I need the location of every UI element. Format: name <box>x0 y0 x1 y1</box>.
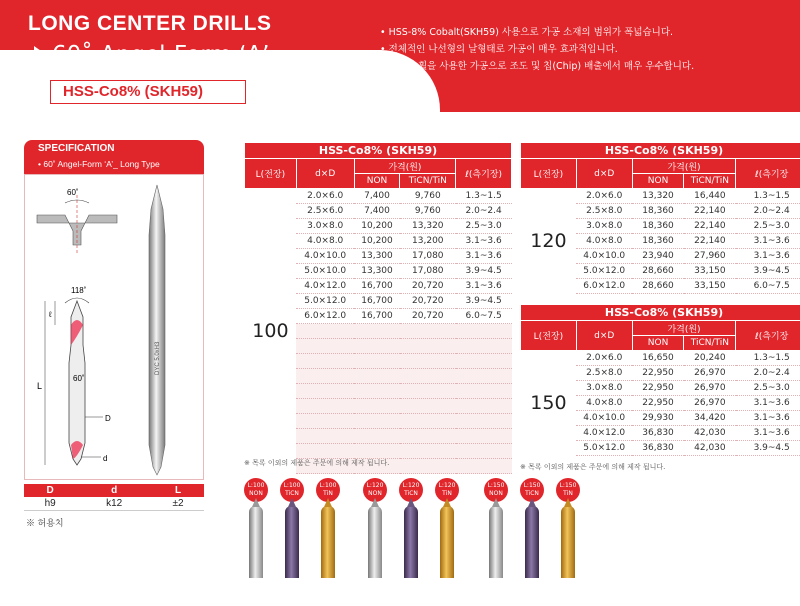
non-price-cell: 16,700 <box>354 279 400 294</box>
price-table-l100 <box>244 142 512 474</box>
ticn-price-cell: 16,440 <box>684 189 736 204</box>
empty-cell <box>296 414 354 429</box>
empty-cell <box>456 324 512 339</box>
non-price-cell: 28,660 <box>632 264 684 279</box>
length-value: 150 <box>530 392 567 415</box>
drill-bit-image <box>525 506 539 578</box>
ticn-price-cell: 34,420 <box>684 411 736 426</box>
tolerance-note: ※ 허용치 <box>26 518 64 528</box>
non-price-cell: 16,700 <box>354 309 400 324</box>
edge-length-cell: 2.5~3.0 <box>456 219 512 234</box>
empty-cell <box>296 354 354 369</box>
ticn-price-cell: 20,240 <box>684 351 736 366</box>
edge-length-cell: 3.1~3.6 <box>736 249 800 264</box>
ticn-price-cell: 33,150 <box>684 264 736 279</box>
edge-length-cell: 3.9~4.5 <box>456 264 512 279</box>
angle-mid-label: 60˚ <box>73 374 85 383</box>
dxd-cell: 2.5×6.0 <box>296 204 354 219</box>
badge-length: L:150 <box>523 482 541 489</box>
edge-length-cell: 3.1~3.6 <box>736 396 800 411</box>
dxd-cell: 3.0×8.0 <box>576 381 632 396</box>
page-title: LONG CENTER DRILLS <box>28 12 272 35</box>
drill-bit-image <box>368 506 382 578</box>
dim-length-label: L <box>37 381 43 391</box>
col-length: L(전장) <box>521 159 577 189</box>
ticn-price-cell: 26,970 <box>684 366 736 381</box>
edge-length-cell: 2.0~2.4 <box>736 366 800 381</box>
empty-cell <box>354 384 400 399</box>
empty-cell <box>354 414 400 429</box>
tol-header-D: D <box>24 484 76 497</box>
empty-cell <box>400 459 456 474</box>
edge-length-cell: 3.9~4.5 <box>456 294 512 309</box>
empty-cell <box>400 444 456 459</box>
non-price-cell: 13,320 <box>632 189 684 204</box>
feature-list <box>380 24 694 75</box>
subtitle-text: 60˚ Angel-Form ‘A’ <box>52 42 270 68</box>
empty-cell <box>456 414 512 429</box>
non-price-cell: 36,830 <box>632 426 684 441</box>
ticn-price-cell: 9,760 <box>400 189 456 204</box>
empty-cell <box>456 399 512 414</box>
col-price: 가격(원) <box>354 159 456 174</box>
empty-cell <box>354 324 400 339</box>
empty-cell <box>456 429 512 444</box>
badge-length: L:120 <box>438 482 456 489</box>
non-price-cell: 28,660 <box>632 279 684 294</box>
drill-bit-image <box>561 506 575 578</box>
badge-coating: TiN <box>563 490 573 497</box>
feature-item: • 전체적인 나선형의 날형태로 가공이 매우 효과적입니다. <box>380 41 694 58</box>
non-price-cell: 22,950 <box>632 381 684 396</box>
ticn-price-cell: 17,080 <box>400 249 456 264</box>
badge-coating: TiN <box>323 490 333 497</box>
dxd-cell: 2.0×6.0 <box>576 351 632 366</box>
edge-length-cell: 2.5~3.0 <box>736 219 800 234</box>
ticn-price-cell: 42,030 <box>684 426 736 441</box>
non-price-cell: 10,200 <box>354 219 400 234</box>
badge-length: L:120 <box>366 482 384 489</box>
empty-cell <box>354 339 400 354</box>
ticn-price-cell: 20,720 <box>400 279 456 294</box>
empty-cell <box>400 339 456 354</box>
edge-length-cell: 3.1~3.6 <box>736 426 800 441</box>
ticn-price-cell: 13,200 <box>400 234 456 249</box>
specification-label: SPECIFICATION <box>38 143 115 154</box>
ticn-price-cell: 13,320 <box>400 219 456 234</box>
empty-cell <box>354 444 400 459</box>
dxd-cell: 4.0×8.0 <box>576 396 632 411</box>
empty-cell <box>456 354 512 369</box>
col-ticn: TiCN/TiN <box>684 336 736 351</box>
badge-coating: TiCN <box>285 490 299 497</box>
edge-length-cell: 2.5~3.0 <box>736 381 800 396</box>
ticn-price-cell: 9,760 <box>400 204 456 219</box>
edge-length-cell: 3.1~3.6 <box>456 279 512 294</box>
non-price-cell: 10,200 <box>354 234 400 249</box>
badge-length: L:100 <box>319 482 337 489</box>
order-note-left: ※ 목록 이외의 제품은 주문에 의해 제작 됩니다. <box>244 459 390 467</box>
ticn-price-cell: 27,960 <box>684 249 736 264</box>
empty-cell <box>400 414 456 429</box>
table-caption: HSS-Co8% (SKH59) <box>521 305 800 321</box>
edge-length-cell: 1.3~1.5 <box>736 351 800 366</box>
edge-length-cell: 3.1~3.6 <box>456 249 512 264</box>
empty-cell <box>400 384 456 399</box>
ticn-price-cell: 26,970 <box>684 381 736 396</box>
empty-cell <box>296 324 354 339</box>
empty-cell <box>296 429 354 444</box>
badge-length: L:150 <box>559 482 577 489</box>
table-row <box>245 189 512 204</box>
badge-length: L:100 <box>283 482 301 489</box>
dim-pilot-dia-label: d <box>103 454 108 463</box>
length-value: 120 <box>530 230 567 253</box>
non-price-cell: 7,400 <box>354 189 400 204</box>
empty-cell <box>456 384 512 399</box>
page-subtitle <box>34 42 269 68</box>
empty-cell <box>456 339 512 354</box>
dxd-cell: 4.0×10.0 <box>296 249 354 264</box>
dxd-cell: 4.0×10.0 <box>576 411 632 426</box>
non-price-cell: 16,650 <box>632 351 684 366</box>
drill-bit-image <box>249 506 263 578</box>
drill-bit-image <box>440 506 454 578</box>
empty-cell <box>354 369 400 384</box>
empty-cell <box>456 369 512 384</box>
col-dxd: d×D <box>576 321 632 351</box>
dxd-cell: 5.0×12.0 <box>296 294 354 309</box>
edge-length-cell: 3.1~3.6 <box>456 234 512 249</box>
col-price: 가격(원) <box>632 159 736 174</box>
empty-cell <box>400 354 456 369</box>
specification-diagram <box>24 174 204 480</box>
dxd-cell: 4.0×12.0 <box>296 279 354 294</box>
badge-coating: NON <box>368 490 382 497</box>
edge-length-cell: 6.0~7.5 <box>456 309 512 324</box>
ticn-price-cell: 20,720 <box>400 294 456 309</box>
empty-cell <box>400 324 456 339</box>
price-table-l150 <box>520 304 800 456</box>
center-hole-section <box>37 188 117 255</box>
drill-bit-image <box>489 506 503 578</box>
edge-length-cell: 3.9~4.5 <box>736 441 800 456</box>
price-table-l120 <box>520 142 800 294</box>
table-caption: HSS-Co8% (SKH59) <box>245 143 512 159</box>
tol-value-L: ±2 <box>152 497 204 510</box>
table-row <box>521 351 800 366</box>
non-price-cell: 22,950 <box>632 396 684 411</box>
empty-cell <box>400 399 456 414</box>
specification-type: • 60˚ Angel-Form ‘A’_ Long Type <box>38 159 160 169</box>
dxd-cell: 5.0×12.0 <box>576 441 632 456</box>
length-value: 100 <box>252 320 289 343</box>
dxd-cell: 5.0×10.0 <box>296 264 354 279</box>
tolerance-table <box>24 484 204 511</box>
non-price-cell: 13,300 <box>354 264 400 279</box>
drill-diagram <box>25 175 203 479</box>
ticn-price-cell: 22,140 <box>684 234 736 249</box>
table-caption: HSS-Co8% (SKH59) <box>521 143 800 159</box>
col-ticn: TiCN/TiN <box>684 174 736 189</box>
col-non: NON <box>632 336 684 351</box>
edge-length-cell: 2.0~2.4 <box>736 204 800 219</box>
non-price-cell: 16,700 <box>354 294 400 309</box>
col-dxd: d×D <box>296 159 354 189</box>
arrow-right-icon <box>34 46 44 60</box>
empty-cell <box>296 339 354 354</box>
drill-profile <box>37 286 111 465</box>
edge-length-cell: 6.0~7.5 <box>736 279 800 294</box>
empty-cell <box>354 399 400 414</box>
badge-coating: NON <box>489 490 503 497</box>
badge-length: L:120 <box>402 482 420 489</box>
col-edge: ℓ(측기장 <box>736 321 800 351</box>
badge-length: L:100 <box>247 482 265 489</box>
ticn-price-cell: 22,140 <box>684 204 736 219</box>
material-label: HSS-Co8% (SKH59) <box>50 80 246 104</box>
badge-coating: TiCN <box>404 490 418 497</box>
non-price-cell: 7,400 <box>354 204 400 219</box>
non-price-cell: 29,930 <box>632 411 684 426</box>
ticn-price-cell: 42,030 <box>684 441 736 456</box>
angle-top-label: 60˚ <box>67 188 79 197</box>
edge-length-cell: 1.3~1.5 <box>456 189 512 204</box>
non-price-cell: 36,830 <box>632 441 684 456</box>
empty-cell <box>400 429 456 444</box>
ticn-price-cell: 20,720 <box>400 309 456 324</box>
empty-cell <box>456 444 512 459</box>
dxd-cell: 6.0×12.0 <box>296 309 354 324</box>
col-length: L(전장) <box>521 321 577 351</box>
edge-length-cell: 3.1~3.6 <box>736 411 800 426</box>
dxd-cell: 2.0×6.0 <box>576 189 632 204</box>
drill-bit-image <box>321 506 335 578</box>
dxd-cell: 4.0×12.0 <box>576 426 632 441</box>
dxd-cell: 5.0×12.0 <box>576 264 632 279</box>
ticn-price-cell: 17,080 <box>400 264 456 279</box>
dxd-cell: 4.0×8.0 <box>296 234 354 249</box>
empty-cell <box>296 399 354 414</box>
dxd-cell: 3.0×8.0 <box>576 219 632 234</box>
col-edge: ℓ(측기장 <box>736 159 800 189</box>
feature-item: • C.B.N 휠을 사용한 가공으로 조도 및 칩(Chip) 배출에서 매우 우수합니다. <box>380 58 694 75</box>
tol-header-d: d <box>76 484 152 497</box>
empty-cell <box>400 369 456 384</box>
non-price-cell: 18,360 <box>632 234 684 249</box>
badge-coating: NON <box>249 490 263 497</box>
empty-cell <box>354 429 400 444</box>
drill-bit-image <box>404 506 418 578</box>
badge-length: L:150 <box>487 482 505 489</box>
dxd-cell: 6.0×12.0 <box>576 279 632 294</box>
non-price-cell: 18,360 <box>632 204 684 219</box>
ticn-price-cell: 22,140 <box>684 219 736 234</box>
edge-length-cell: 3.9~4.5 <box>736 264 800 279</box>
tol-value-d: k12 <box>76 497 152 510</box>
dim-body-dia-label: D <box>105 414 111 423</box>
col-dxd: d×D <box>576 159 632 189</box>
dxd-cell: 2.5×8.0 <box>576 366 632 381</box>
dxd-cell: 4.0×10.0 <box>576 249 632 264</box>
feature-item: • HSS-8% Cobalt(SKH59) 사용으로 가공 소재의 범위가 폭넓습니다. <box>380 24 694 41</box>
angle-tip-label: 118˚ <box>71 286 87 295</box>
empty-cell <box>296 369 354 384</box>
non-price-cell: 18,360 <box>632 219 684 234</box>
dxd-cell: 3.0×8.0 <box>296 219 354 234</box>
non-price-cell: 13,300 <box>354 249 400 264</box>
dim-edge-label: ℓ <box>49 310 52 319</box>
empty-cell <box>296 444 354 459</box>
col-ticn: TiCN/TiN <box>400 174 456 189</box>
order-note-right: ※ 목록 이외의 제품은 주문에 의해 제작 됩니다. <box>520 463 666 471</box>
tol-value-D: h9 <box>24 497 76 510</box>
dxd-cell: 2.5×8.0 <box>576 204 632 219</box>
col-price: 가격(원) <box>632 321 736 336</box>
col-length: L(전장) <box>245 159 297 189</box>
col-non: NON <box>354 174 400 189</box>
header-banner <box>0 0 800 112</box>
specification-header <box>24 140 204 174</box>
badge-coating: TiCN <box>525 490 539 497</box>
non-price-cell: 23,940 <box>632 249 684 264</box>
edge-length-cell: 3.1~3.6 <box>736 234 800 249</box>
drill-bit-image <box>285 506 299 578</box>
dxd-cell: 2.0×6.0 <box>296 189 354 204</box>
ticn-price-cell: 33,150 <box>684 279 736 294</box>
table-row <box>521 189 800 204</box>
empty-cell <box>354 354 400 369</box>
col-edge: ℓ(측기장) <box>456 159 512 189</box>
badge-coating: TiN <box>442 490 452 497</box>
edge-length-cell: 1.3~1.5 <box>736 189 800 204</box>
ticn-price-cell: 26,970 <box>684 396 736 411</box>
drill-photo <box>149 185 165 475</box>
tool-marking: DYC 5.0xH3 <box>155 341 161 375</box>
col-non: NON <box>632 174 684 189</box>
dxd-cell: 4.0×8.0 <box>576 234 632 249</box>
edge-length-cell: 2.0~2.4 <box>456 204 512 219</box>
empty-cell <box>296 384 354 399</box>
tol-header-L: L <box>152 484 204 497</box>
non-price-cell: 22,950 <box>632 366 684 381</box>
empty-cell <box>456 459 512 474</box>
